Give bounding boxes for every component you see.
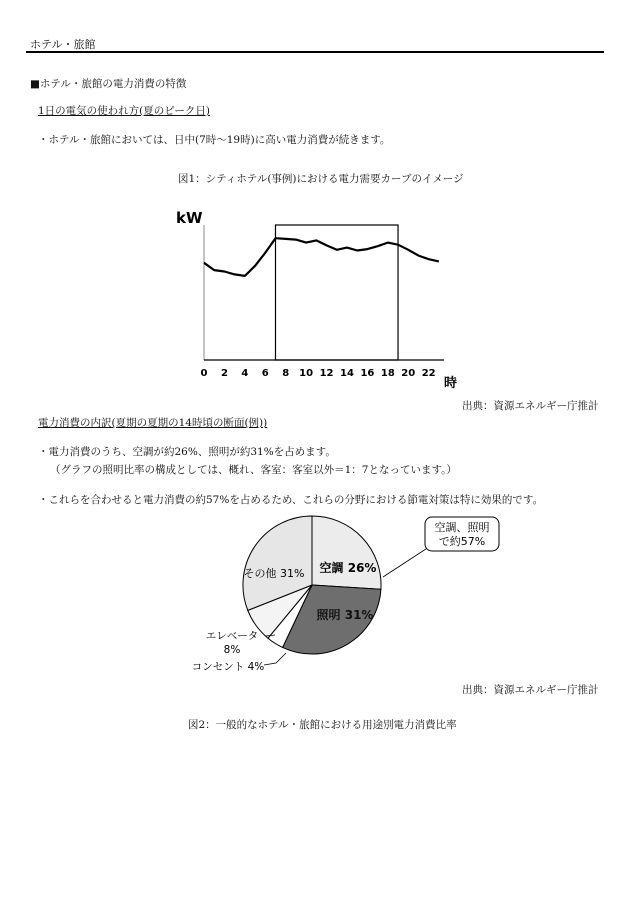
- x-tick-label: 22: [421, 368, 436, 379]
- x-tick-label: 18: [380, 368, 395, 379]
- x-tick-label: 2: [220, 368, 228, 379]
- leader-outlet: [264, 653, 286, 665]
- x-tick-label: 12: [319, 368, 334, 379]
- x-axis-label: 時: [444, 376, 458, 391]
- slice-label-lighting: 照明 31%: [316, 608, 374, 622]
- slice-label-outlet: コンセント 4%: [191, 661, 265, 673]
- section-header: ホテル・旅館: [30, 38, 96, 51]
- x-tick-labels: [201, 368, 436, 379]
- bullet-lighting-note: （グラフの照明比率の構成としては、概れ、客室：客室以外＝1：7となっています。）: [50, 464, 457, 476]
- pie-slices: [243, 516, 381, 654]
- demand-curve-line: [204, 238, 439, 276]
- subheading-daily-usage: 1日の電気の使われ方(夏のピーク日): [38, 105, 210, 117]
- bullet-daytime-usage: ・ホテル・旅館においては、日中(7時〜19時)に高い電力消費が続きます。: [38, 134, 391, 146]
- figure2-caption: 図2：一般的なホテル・旅館における用途別電力消費比率: [188, 719, 457, 731]
- pie-slice: [312, 516, 381, 589]
- x-tick-label: 14: [340, 368, 354, 379]
- source-note-2: 出典：資源エネルギー庁推計: [462, 684, 599, 696]
- header-rule: [26, 51, 604, 53]
- x-tick-label: 8: [282, 368, 290, 379]
- usage-pie-chart: [180, 505, 520, 675]
- x-tick-label: 0: [200, 368, 208, 379]
- y-axis-label: kW: [176, 209, 203, 227]
- slice-label-elevator: エレベータ: [205, 630, 259, 642]
- x-tick-label: 10: [299, 368, 314, 379]
- subheading-breakdown: 電力消費の内訳(夏期の夏期の14時頃の断面(例)): [38, 417, 268, 429]
- slice-label-aircon: 空調 26%: [319, 561, 377, 575]
- bullet-aircon-lighting: ・電力消費のうち、空調が約26%、照明が約31%を占めます。: [38, 446, 336, 458]
- figure1-caption: 図1：シティホテル(事例)における電力需要カーブのイメージ: [178, 173, 464, 185]
- demand-curve-chart: [160, 195, 480, 395]
- callout-line-1: 空調、照明: [434, 521, 490, 534]
- x-tick-label: 20: [401, 368, 416, 379]
- slice-label-elevator-pct: 8%: [223, 644, 241, 656]
- source-note-1: 出典：資源エネルギー庁推計: [462, 400, 599, 412]
- callout-line-2: で約57%: [438, 535, 486, 548]
- callout-pointer: [383, 545, 432, 577]
- x-tick-label: 6: [261, 368, 269, 379]
- section-heading: ■ホテル・旅館の電力消費の特徴: [30, 78, 187, 90]
- x-tick-label: 16: [360, 368, 375, 379]
- bullet-combined-share: ・これらを合わせると電力消費の約57%を占めるため、これらの分野における節電対策は特に効果的です。: [38, 494, 544, 506]
- x-tick-label: 4: [241, 368, 249, 379]
- slice-label-other: その他 31%: [243, 567, 305, 580]
